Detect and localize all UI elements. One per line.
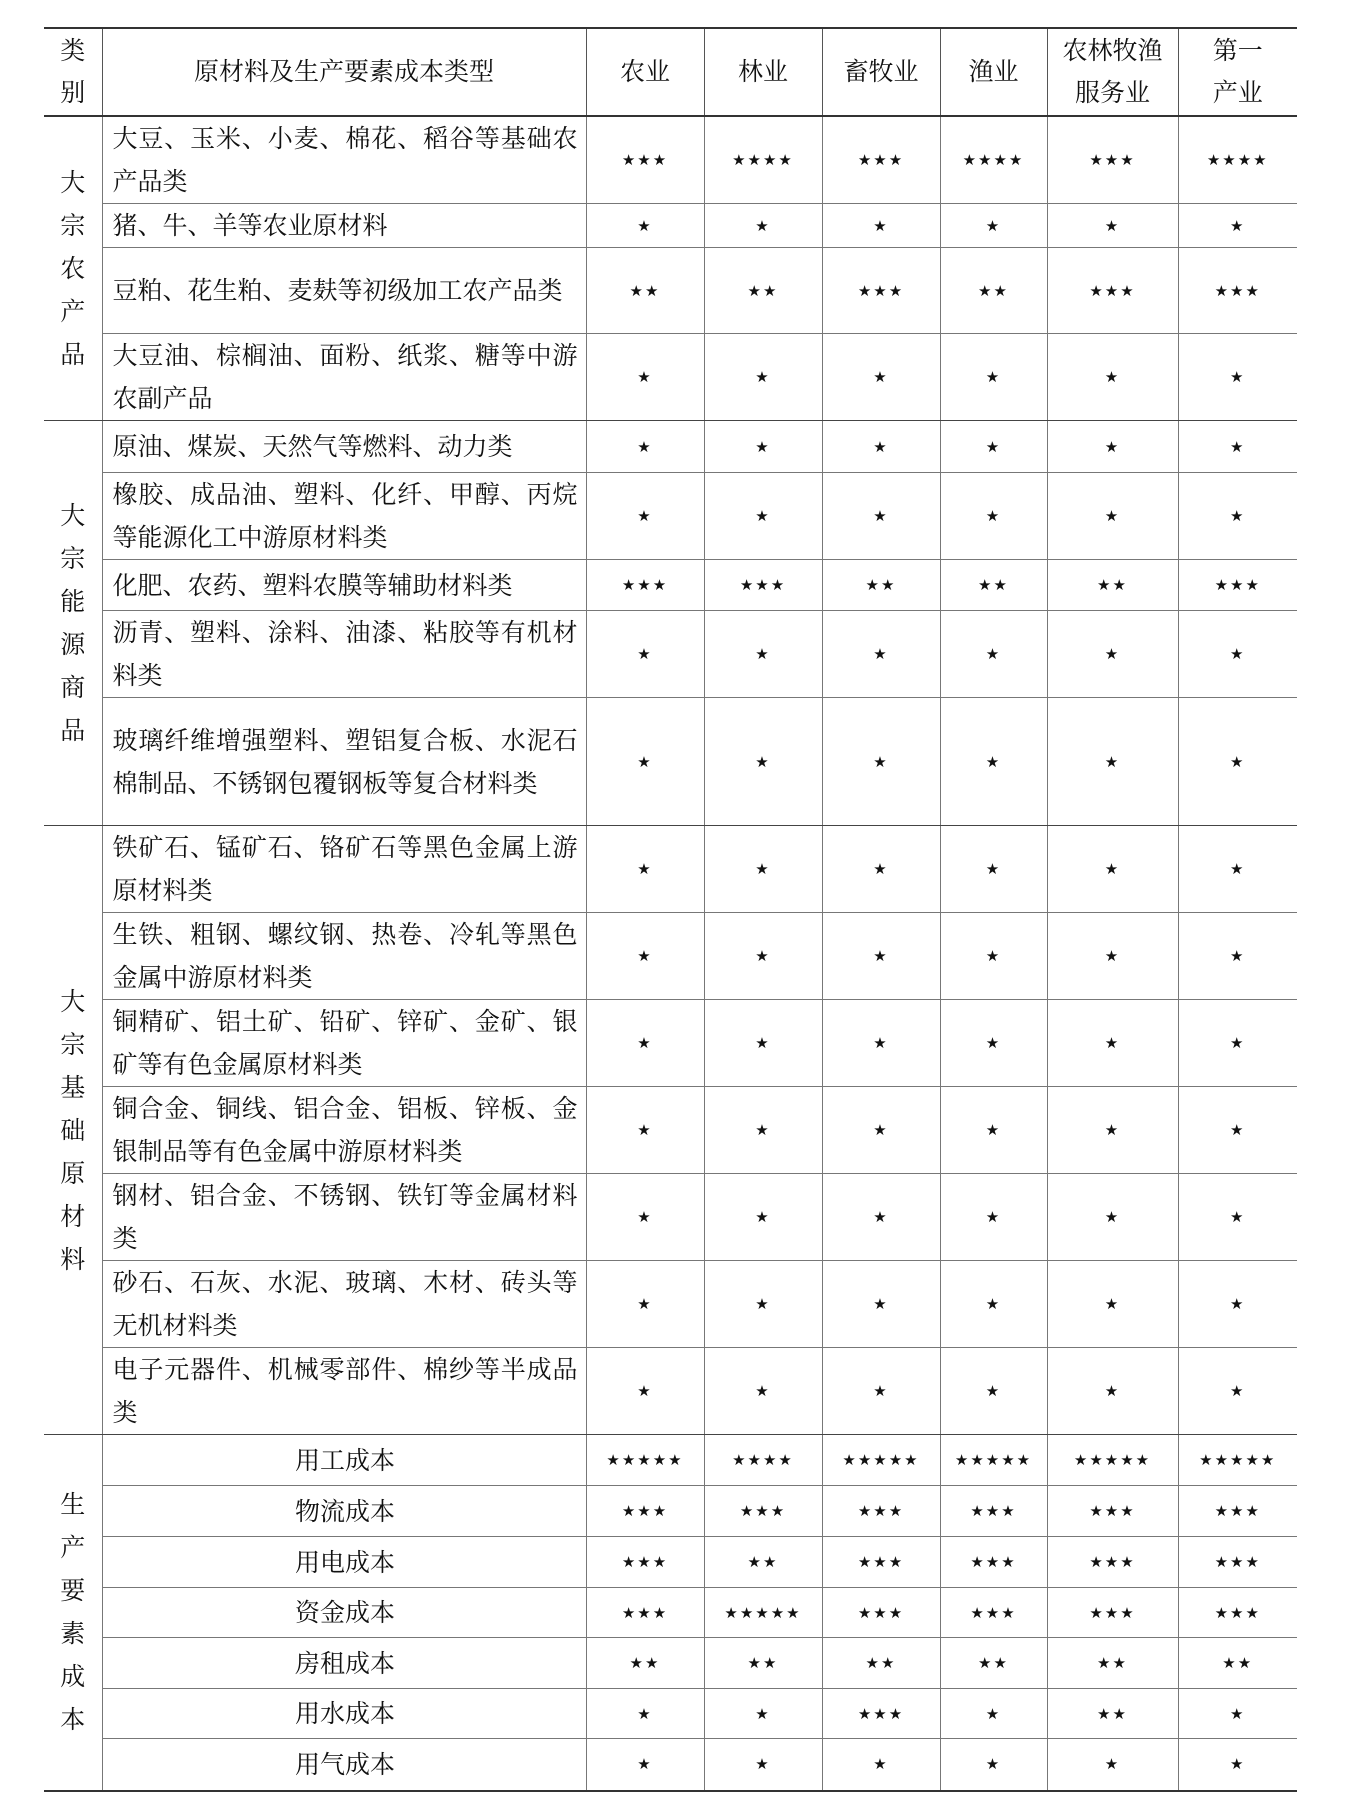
rating-agri-services: ★ [1047, 334, 1178, 421]
category-cell: 大宗能源商品 [44, 421, 102, 826]
rating-primary-industry: ★ [1178, 698, 1297, 826]
rating-agri-services: ★★★ [1047, 1486, 1178, 1537]
rating-agri-services: ★★★★★ [1047, 1435, 1178, 1486]
rating-forestry: ★ [704, 611, 822, 698]
table-caption-fragment [0, 0, 1346, 10]
rating-agriculture: ★★★ [586, 1486, 704, 1537]
item-label: 用水成本 [102, 1689, 586, 1739]
rating-agriculture: ★ [586, 913, 704, 1000]
rating-agri-services: ★★★ [1047, 1537, 1178, 1588]
rating-forestry: ★★ [704, 1638, 822, 1689]
rating-agri-services: ★ [1047, 1261, 1178, 1348]
rating-primary-industry: ★★★ [1178, 1588, 1297, 1638]
table-row [44, 611, 1297, 698]
rating-primary-industry: ★ [1178, 334, 1297, 421]
rating-forestry: ★ [704, 698, 822, 826]
table-row [44, 1261, 1297, 1348]
rating-primary-industry: ★ [1178, 204, 1297, 248]
table-row [44, 1588, 1297, 1638]
rating-agri-services: ★ [1047, 1348, 1178, 1435]
rating-primary-industry: ★ [1178, 1348, 1297, 1435]
rating-animal-husbandry: ★ [822, 204, 940, 248]
rating-fishery: ★ [940, 1261, 1047, 1348]
rating-fishery: ★ [940, 473, 1047, 560]
rating-forestry: ★ [704, 1000, 822, 1087]
rating-agriculture: ★★★★★ [586, 1435, 704, 1486]
rating-forestry: ★ [704, 1689, 822, 1739]
rating-animal-husbandry: ★★★ [822, 1689, 940, 1739]
rating-agriculture: ★ [586, 826, 704, 913]
item-label: 物流成本 [102, 1486, 586, 1537]
rating-agriculture: ★ [586, 698, 704, 826]
item-label: 用电成本 [102, 1537, 586, 1588]
table-row [44, 204, 1297, 248]
rating-fishery: ★★★ [940, 1486, 1047, 1537]
item-label: 铜精矿、铝土矿、铅矿、锌矿、金矿、银矿等有色金属原材料类 [102, 1000, 586, 1087]
rating-forestry: ★ [704, 1174, 822, 1261]
rating-fishery: ★ [940, 1000, 1047, 1087]
rating-animal-husbandry: ★ [822, 611, 940, 698]
rating-fishery: ★ [940, 1689, 1047, 1739]
rating-agri-services: ★ [1047, 826, 1178, 913]
rating-primary-industry: ★ [1178, 473, 1297, 560]
header-animal-husbandry: 畜牧业 [822, 28, 940, 116]
rating-agri-services: ★ [1047, 1174, 1178, 1261]
rating-agriculture: ★ [586, 1348, 704, 1435]
table-row [44, 913, 1297, 1000]
rating-forestry: ★ [704, 204, 822, 248]
rating-fishery: ★ [940, 913, 1047, 1000]
item-label: 大豆油、棕榈油、面粉、纸浆、糖等中游农副产品 [102, 334, 586, 421]
header-row [44, 28, 1297, 116]
header-forestry: 林业 [704, 28, 822, 116]
rating-primary-industry: ★★ [1178, 1638, 1297, 1689]
rating-agri-services: ★ [1047, 698, 1178, 826]
rating-agri-services: ★ [1047, 611, 1178, 698]
rating-forestry: ★★★★ [704, 116, 822, 204]
rating-agri-services: ★★★ [1047, 116, 1178, 204]
rating-animal-husbandry: ★ [822, 1348, 940, 1435]
rating-agriculture: ★★★ [586, 116, 704, 204]
rating-agriculture: ★ [586, 1174, 704, 1261]
rating-animal-husbandry: ★ [822, 421, 940, 473]
rating-fishery: ★ [940, 1174, 1047, 1261]
rating-agriculture: ★★ [586, 1638, 704, 1689]
rating-animal-husbandry: ★ [822, 334, 940, 421]
header-agri-services: 农林牧渔服务业 [1047, 28, 1178, 116]
rating-primary-industry: ★ [1178, 1087, 1297, 1174]
item-label: 铜合金、铜线、铝合金、铝板、锌板、金银制品等有色金属中游原材料类 [102, 1087, 586, 1174]
category-cell: 生产要素成本 [44, 1435, 102, 1791]
item-label: 猪、牛、羊等农业原材料 [102, 204, 586, 248]
rating-fishery: ★★★★★ [940, 1435, 1047, 1486]
rating-agriculture: ★ [586, 611, 704, 698]
rating-animal-husbandry: ★★★ [822, 1486, 940, 1537]
rating-agriculture: ★★ [586, 248, 704, 334]
rating-fishery: ★★ [940, 248, 1047, 334]
header-category: 类别 [44, 28, 102, 116]
rating-fishery: ★ [940, 1087, 1047, 1174]
table-row [44, 1174, 1297, 1261]
rating-forestry: ★ [704, 421, 822, 473]
rating-agri-services: ★★★ [1047, 1588, 1178, 1638]
rating-forestry: ★ [704, 1087, 822, 1174]
rating-agriculture: ★★★ [586, 1537, 704, 1588]
item-label: 原油、煤炭、天然气等燃料、动力类 [102, 421, 586, 473]
rating-agriculture: ★ [586, 334, 704, 421]
table-row [44, 698, 1297, 826]
table-row [44, 421, 1297, 473]
rating-forestry: ★ [704, 913, 822, 1000]
table-row [44, 1638, 1297, 1689]
rating-primary-industry: ★ [1178, 611, 1297, 698]
rating-fishery: ★★ [940, 1638, 1047, 1689]
rating-animal-husbandry: ★★★★★ [822, 1435, 940, 1486]
rating-animal-husbandry: ★ [822, 913, 940, 1000]
rating-agriculture: ★ [586, 1087, 704, 1174]
rating-forestry: ★★★★★ [704, 1588, 822, 1638]
table-row [44, 473, 1297, 560]
category-cell: 大宗基础原材料 [44, 826, 102, 1435]
rating-animal-husbandry: ★★ [822, 560, 940, 611]
rating-primary-industry: ★★★★★ [1178, 1435, 1297, 1486]
rating-agri-services: ★ [1047, 913, 1178, 1000]
rating-primary-industry: ★ [1178, 826, 1297, 913]
rating-primary-industry: ★★★ [1178, 1537, 1297, 1588]
rating-forestry: ★ [704, 334, 822, 421]
rating-agri-services: ★ [1047, 1087, 1178, 1174]
rating-agriculture: ★★★ [586, 560, 704, 611]
rating-animal-husbandry: ★★★ [822, 116, 940, 204]
item-label: 钢材、铝合金、不锈钢、铁钉等金属材料类 [102, 1174, 586, 1261]
rating-animal-husbandry: ★ [822, 473, 940, 560]
rating-forestry: ★ [704, 473, 822, 560]
rating-primary-industry: ★★★ [1178, 248, 1297, 334]
rating-primary-industry: ★ [1178, 1689, 1297, 1739]
rating-agriculture: ★ [586, 1739, 704, 1791]
rating-primary-industry: ★ [1178, 1000, 1297, 1087]
item-label: 豆粕、花生粕、麦麸等初级加工农产品类 [102, 248, 586, 334]
rating-forestry: ★★ [704, 248, 822, 334]
rating-forestry: ★ [704, 1739, 822, 1791]
rating-forestry: ★ [704, 1348, 822, 1435]
rating-fishery: ★★ [940, 560, 1047, 611]
rating-fishery: ★ [940, 611, 1047, 698]
rating-animal-husbandry: ★★★ [822, 1588, 940, 1638]
rating-animal-husbandry: ★ [822, 1261, 940, 1348]
rating-primary-industry: ★★★ [1178, 560, 1297, 611]
rating-agri-services: ★★ [1047, 1638, 1178, 1689]
rating-agriculture: ★ [586, 1689, 704, 1739]
header-type: 原材料及生产要素成本类型 [102, 28, 586, 116]
rating-fishery: ★ [940, 421, 1047, 473]
category-cell: 大宗农产品 [44, 116, 102, 421]
rating-agriculture: ★ [586, 1261, 704, 1348]
table-row [44, 1348, 1297, 1435]
rating-primary-industry: ★ [1178, 1739, 1297, 1791]
rating-primary-industry: ★ [1178, 913, 1297, 1000]
rating-fishery: ★★★★ [940, 116, 1047, 204]
rating-primary-industry: ★ [1178, 1261, 1297, 1348]
rating-fishery: ★ [940, 1739, 1047, 1791]
rating-animal-husbandry: ★ [822, 1174, 940, 1261]
rating-animal-husbandry: ★★★ [822, 1537, 940, 1588]
item-label: 橡胶、成品油、塑料、化纤、甲醇、丙烷等能源化工中游原材料类 [102, 473, 586, 560]
rating-forestry: ★★★ [704, 560, 822, 611]
rating-agriculture: ★★★ [586, 1588, 704, 1638]
table-row [44, 1689, 1297, 1739]
item-label: 房租成本 [102, 1638, 586, 1689]
rating-agri-services: ★★ [1047, 560, 1178, 611]
rating-fishery: ★ [940, 826, 1047, 913]
rating-primary-industry: ★★★★ [1178, 116, 1297, 204]
rating-agri-services: ★ [1047, 473, 1178, 560]
table-row [44, 1435, 1297, 1486]
rating-agriculture: ★ [586, 473, 704, 560]
rating-animal-husbandry: ★ [822, 698, 940, 826]
item-label: 沥青、塑料、涂料、油漆、粘胶等有机材料类 [102, 611, 586, 698]
rating-primary-industry: ★★★ [1178, 1486, 1297, 1537]
item-label: 用气成本 [102, 1739, 586, 1791]
rating-primary-industry: ★ [1178, 421, 1297, 473]
rating-fishery: ★★★ [940, 1537, 1047, 1588]
rating-fishery: ★ [940, 204, 1047, 248]
header-agriculture: 农业 [586, 28, 704, 116]
item-label: 资金成本 [102, 1588, 586, 1638]
rating-forestry: ★ [704, 826, 822, 913]
rating-fishery: ★ [940, 1348, 1047, 1435]
rating-agri-services: ★ [1047, 421, 1178, 473]
rating-animal-husbandry: ★ [822, 1087, 940, 1174]
header-primary-industry: 第一产业 [1178, 28, 1297, 116]
rating-animal-husbandry: ★ [822, 1000, 940, 1087]
rating-forestry: ★★★ [704, 1486, 822, 1537]
table-row [44, 1087, 1297, 1174]
table-row [44, 116, 1297, 204]
item-label: 用工成本 [102, 1435, 586, 1486]
rating-animal-husbandry: ★★ [822, 1638, 940, 1689]
item-label: 砂石、石灰、水泥、玻璃、木材、砖头等无机材料类 [102, 1261, 586, 1348]
table-row [44, 1486, 1297, 1537]
rating-animal-husbandry: ★ [822, 826, 940, 913]
rating-animal-husbandry: ★ [822, 1739, 940, 1791]
item-label: 玻璃纤维增强塑料、塑铝复合板、水泥石棉制品、不锈钢包覆钢板等复合材料类 [102, 698, 586, 826]
rating-agri-services: ★ [1047, 1739, 1178, 1791]
table-row [44, 1000, 1297, 1087]
rating-forestry: ★ [704, 1261, 822, 1348]
rating-forestry: ★★★★ [704, 1435, 822, 1486]
rating-primary-industry: ★ [1178, 1174, 1297, 1261]
table-row [44, 560, 1297, 611]
rating-agriculture: ★ [586, 421, 704, 473]
table-body [44, 116, 1297, 1791]
item-label: 生铁、粗钢、螺纹钢、热卷、冷轧等黑色金属中游原材料类 [102, 913, 586, 1000]
rating-fishery: ★ [940, 334, 1047, 421]
rating-fishery: ★ [940, 698, 1047, 826]
rating-agriculture: ★ [586, 1000, 704, 1087]
cost-rating-table [44, 27, 1297, 1792]
table-row [44, 248, 1297, 334]
table-row [44, 826, 1297, 913]
item-label: 化肥、农药、塑料农膜等辅助材料类 [102, 560, 586, 611]
header-fishery: 渔业 [940, 28, 1047, 116]
item-label: 电子元器件、机械零部件、棉纱等半成品类 [102, 1348, 586, 1435]
rating-animal-husbandry: ★★★ [822, 248, 940, 334]
rating-agri-services: ★★★ [1047, 248, 1178, 334]
rating-agriculture: ★ [586, 204, 704, 248]
table-row [44, 1537, 1297, 1588]
rating-agri-services: ★ [1047, 1000, 1178, 1087]
item-label: 大豆、玉米、小麦、棉花、稻谷等基础农产品类 [102, 116, 586, 204]
table-row [44, 334, 1297, 421]
rating-fishery: ★★★ [940, 1588, 1047, 1638]
rating-agri-services: ★★ [1047, 1689, 1178, 1739]
rating-agri-services: ★ [1047, 204, 1178, 248]
rating-forestry: ★★ [704, 1537, 822, 1588]
table-row [44, 1739, 1297, 1791]
item-label: 铁矿石、锰矿石、铬矿石等黑色金属上游原材料类 [102, 826, 586, 913]
